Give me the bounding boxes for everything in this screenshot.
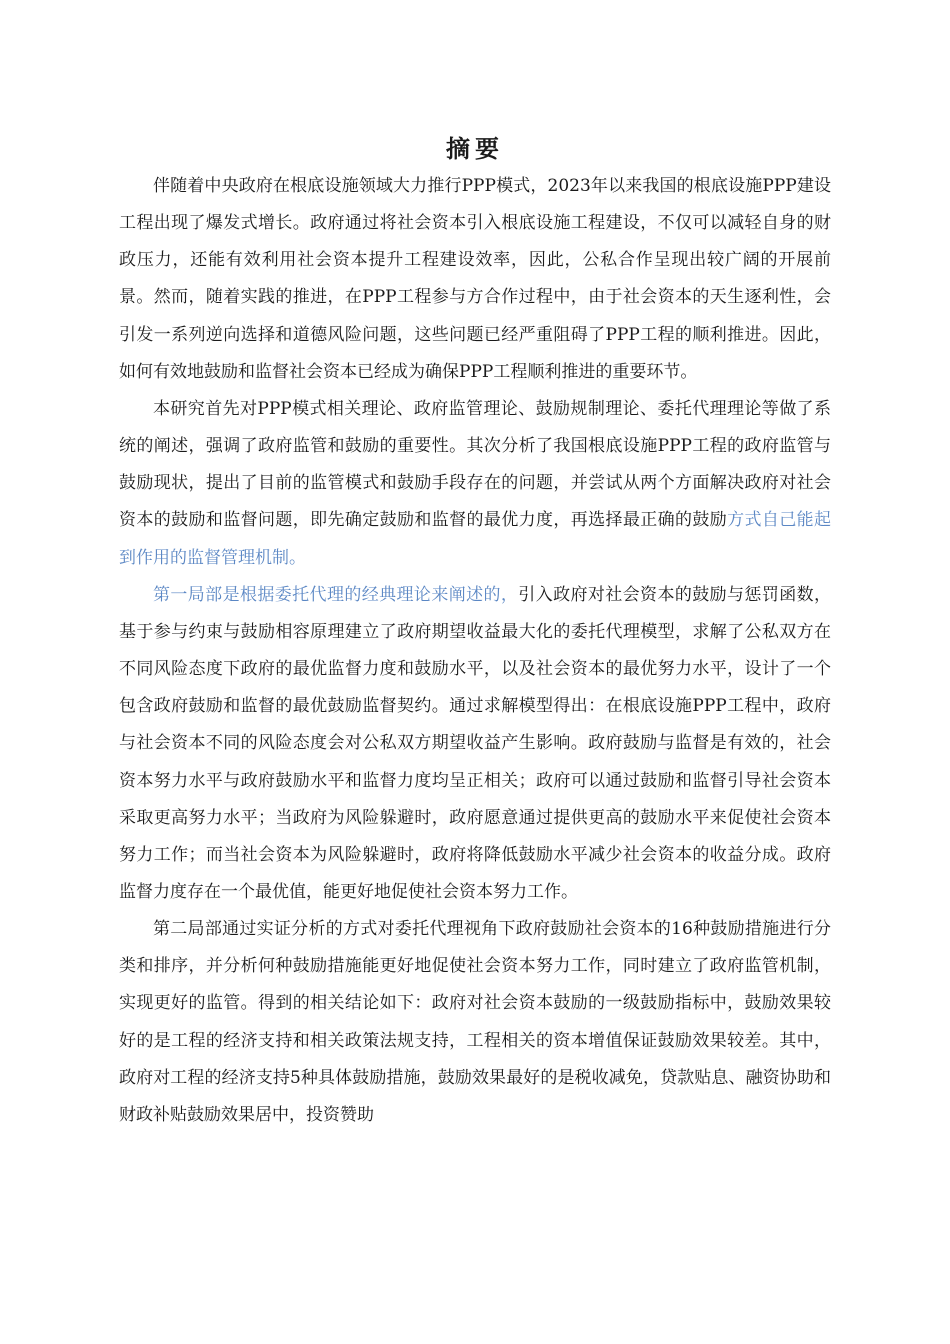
paragraph-3 [119,577,831,911]
paragraph-1 [119,168,831,391]
abstract-title: 摘要 [446,135,504,163]
paragraph-3-text: 引入政府对社会资本的鼓励与惩罚函数，基于参与约束与鼓励相容原理建立了政府期望收益最大化的委托代理模型，求解了公私双方在不同风险态度下政府的最优监督力度和鼓励水平，以及社会资本的最优努力水平，设计了一个包含政府鼓励和监督的最优鼓励监督契约。通过求解模型得出：在根底设施PPP工程中，政府与社会资本不同的风险态度会对公私双方期望收益产生影响。政府鼓励与监督是有效的，社会资本努力水平与政府鼓励水平和监督力度均呈正相关；政府可以通过鼓励和监督引导社会资本采取更高努力水平；当政府为风险躲避时，政府愿意通过提供更高的鼓励水平来促使社会资本努力工作；而当社会资本为风险躲避时，政府将降低鼓励水平减少社会资本的收益分成。政府监督力度存在一个最优值，能更好地促使社会资本努力工作。 [119,584,832,902]
paragraph-2 [119,391,831,577]
paragraph-4 [119,911,831,1134]
paragraph-4-text: 第二局部通过实证分析的方式对委托代理视角下政府鼓励社会资本的16种鼓励措施进行分类和排序，并分析何种鼓励措施能更好地促使社会资本努力工作，同时建立了政府监管机制，实现更好的监管。得到的相关结论如下：政府对社会资本鼓励的一级鼓励指标中，鼓励效果较好的是工程的经济支持和相关政策法规支持，工程相关的资本增值保证鼓励效果较差。其中，政府对工程的经济支持5种具体鼓励措施，鼓励效果最好的是税收减免，贷款贴息、融资协助和财政补贴鼓励效果居中，投资赞助 [119,919,831,1125]
paragraph-1-text: 伴随着中央政府在根底设施领域大力推行PPP模式，2023年以来我国的根底设施PPP建设工程出现了爆发式增长。政府通过将社会资本引入根底设施工程建设，不仅可以减轻自身的财政压力，还能有效利用社会资本提升工程建设效率，因此，公私合作呈现出较广阔的开展前景。然而，随着实践的推进，在PPP工程参与方合作过程中，由于社会资本的天生逐利性，会引发一系列逆向选择和道德风险问题，这些问题已经严重阻碍了PPP工程的顺利推进。因此，如何有效地鼓励和监督社会资本已经成为确保PPP工程顺利推进的重要环节。 [119,176,831,382]
abstract-body [119,168,831,1134]
paragraph-2-text: 本研究首先对PPP模式相关理论、政府监管理论、鼓励规制理论、委托代理理论等做了系统的阐述，强调了政府监管和鼓励的重要性。其次分析了我国根底设施PPP工程的政府监管与鼓励现状，提出了目前的监管模式和鼓励手段存在的问题，并尝试从两个方面解决政府对社会资本的鼓励和监督问题，即先确定鼓励和监督的最优力度，再选择最正确的鼓励 [119,398,831,531]
paragraph-2-highlighted-text: 方式自己能起到作用的监督管理机制。 [119,510,831,568]
paragraph-3-highlighted-text: 第一局部是根据委托代理的经典理论来阐述的， [153,584,519,605]
